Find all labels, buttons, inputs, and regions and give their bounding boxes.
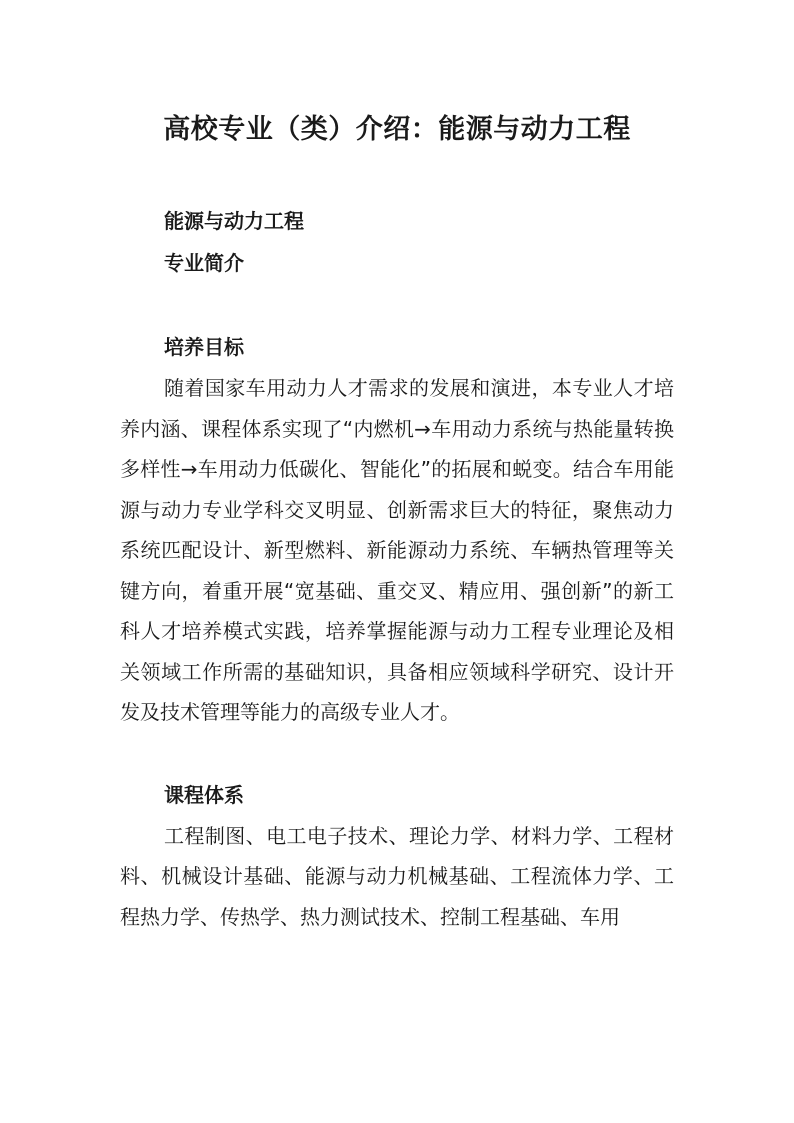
- section-training-goals: [120, 326, 674, 733]
- curriculum-heading: 课程体系: [164, 782, 244, 807]
- intro-heading: 专业简介: [164, 251, 244, 275]
- training-goals-heading: 培养目标: [164, 335, 244, 359]
- major-name-heading: 能源与动力工程: [164, 209, 304, 233]
- section-curriculum: [120, 774, 674, 938]
- curriculum-paragraph: 工程制图、电工电子技术、理论力学、材料力学、工程材料、机械设计基础、能源与动力机械基础、工程流体力学、工程热力学、传热学、热力测试技术、控制工程基础、车用: [120, 823, 674, 929]
- training-goals-paragraph: 随着国家车用动力人才需求的发展和演进，本专业人才培养内涵、课程体系实现了“内燃机→车用动力系统与热能量转换多样性→车用动力低碳化、智能化”的拓展和蜕变。结合车用能源与动力专业学科交叉明显、创新需求巨大的特征，聚焦动力系统匹配设计、新型燃料、新能源动力系统、车辆热管理等关键方向，着重开展“宽基础、重交叉、精应用、强创新”的新工科人才培养模式实践，培养掌握能源与动力工程专业理论及相关领域工作所需的基础知识，具备相应领域科学研究、设计开发及技术管理等能力的高级专业人才。: [120, 376, 674, 724]
- document-title: 高校专业（类）介绍：能源与动力工程: [163, 114, 631, 145]
